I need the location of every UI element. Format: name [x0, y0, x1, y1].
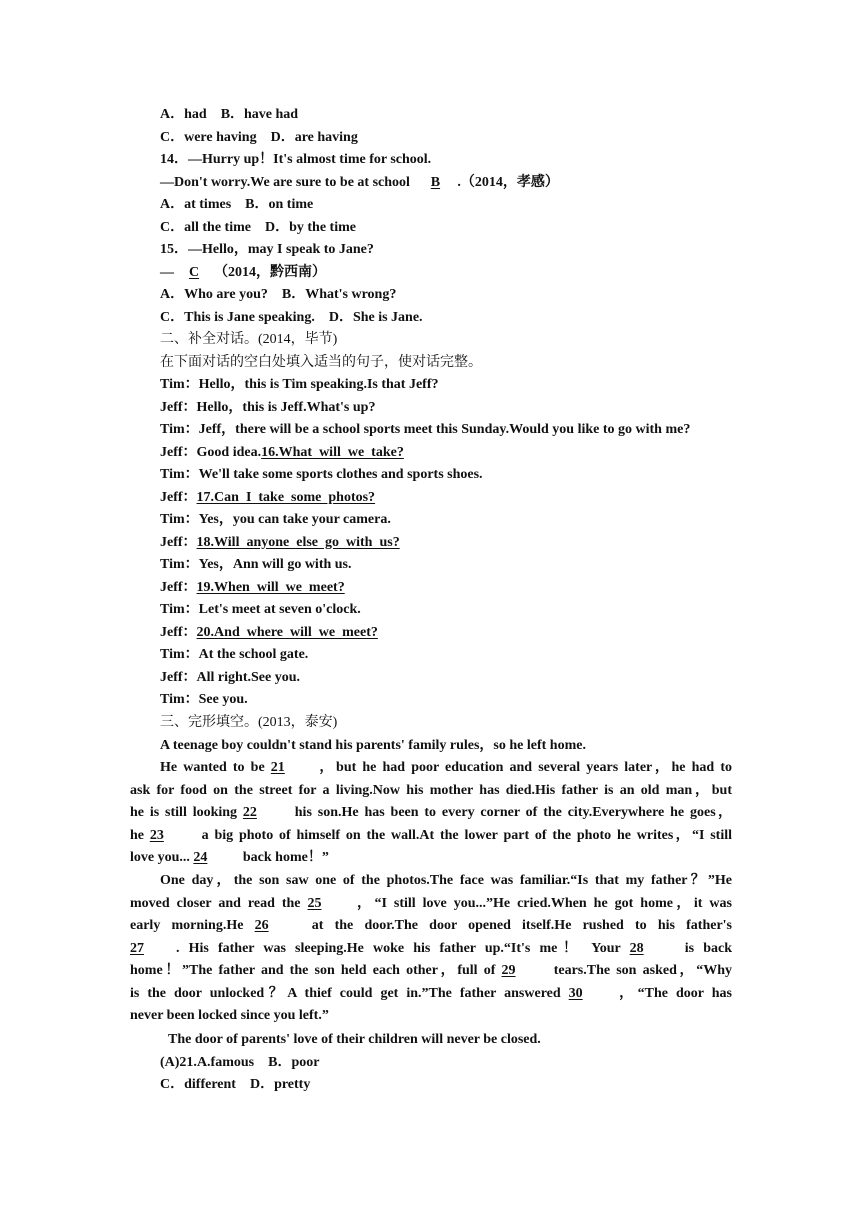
cloze-line: home！”The father and the son held each other，full of 29 tears.The son asked，“Why [130, 960, 732, 983]
q13-option-a: A．had [160, 107, 207, 122]
blank-29: 29 [501, 963, 516, 978]
cloze-line: One day，the son saw one of the photos.The face was familiar.“Is that my father？”He [160, 873, 732, 888]
blank-24: 24 [193, 850, 208, 865]
q14-stem: 14．—Hurry up！It's almost time for school. [160, 152, 432, 167]
dialogue-line [160, 442, 404, 464]
dialogue-answer: 19.When will we meet? [196, 579, 345, 595]
q13-options-row1 [160, 104, 298, 126]
q14-answer: B [430, 175, 441, 190]
cloze-line: he 23 a big photo of himself on the wall.At the lower part of the photo he writes，“I still [130, 825, 732, 848]
dialogue-text: Yes，Ann will go with us. [198, 557, 352, 572]
section2-instruction: 在下面对话的空白处填入适当的句子，使对话完整。 [160, 355, 482, 370]
dialogue-answer: 18.Will anyone else go with us? [196, 534, 400, 550]
cloze-line: early morning.He 26 at the door.The door opened itself.He rushed to his father's [130, 915, 732, 938]
q14-option-d: D．by the time [264, 220, 356, 235]
dialogue-text: At the school gate. [198, 647, 309, 662]
q14-options-row1 [160, 194, 313, 216]
cloze-line: never been locked since you left.” [130, 1008, 329, 1023]
dialogue-line [160, 509, 391, 531]
q15-options-row2 [160, 307, 423, 329]
q13-option-d: D．are having [270, 130, 358, 145]
cloze-intro: A teenage boy couldn't stand his parents' family rules，so he left home. [160, 738, 586, 753]
blank-30: 30 [568, 985, 583, 1001]
cloze-paragraph-2 [130, 870, 732, 1028]
cloze-line: he is still looking 22 his son.He has been to every corner of the city.Everywhere he goes， [130, 802, 732, 825]
section3-heading: 三、完形填空。(2013，泰安) [160, 715, 338, 730]
dialogue-text: Jeff，there will be a school sports meet this Sunday.Would you like to go with me? [198, 422, 691, 437]
q15-option-d: D．She is Jane. [328, 310, 423, 325]
cloze-line: ask for food on the street for a living.Now his mother has died.His father is an old man，but [130, 782, 732, 798]
dialogue-answer: 20.And where will we meet? [196, 624, 378, 640]
dialogue-text: All right.See you. [196, 669, 300, 685]
dialogue-line [160, 599, 361, 621]
speaker-label: Tim： [160, 692, 199, 707]
section2-heading: 二、补全对话。(2014，毕节) [160, 332, 338, 347]
dialogue-text: Good idea. [196, 444, 262, 460]
speaker-label: Tim： [160, 602, 199, 617]
cloze-line: He wanted to be 21 ，but he had poor education and several years later，he had to [130, 757, 732, 780]
dialogue-text: Hello，this is Jeff.What's up? [196, 399, 376, 415]
cloze-line: moved closer and read the 25 ，“I still love you...”He cried.When he got home，it was [130, 893, 732, 916]
dialogue-line [160, 667, 300, 689]
q21-option-d: D．pretty [249, 1077, 311, 1092]
dialogue-line [160, 487, 375, 509]
q14-options-row2 [160, 217, 356, 239]
dialogue-text: Let's meet at seven o'clock. [198, 602, 361, 617]
blank-21: 21 [270, 760, 285, 775]
blank-27: 27 [130, 940, 144, 956]
cloze-line: 27 . His father was sleeping.He woke his father up.“It's me！ Your 28 is back [130, 938, 732, 961]
speaker-label: Jeff： [160, 444, 197, 460]
blank-22: 22 [242, 805, 257, 820]
speaker-label: Tim： [160, 557, 199, 572]
dialogue-line [160, 689, 248, 711]
speaker-label: Jeff： [160, 534, 197, 550]
dialogue-text: See you. [198, 692, 248, 707]
q21-option-b: B．poor [268, 1055, 320, 1070]
q21-options-row1 [160, 1052, 319, 1074]
q14-option-a: A．at times [160, 197, 232, 212]
q15-options-row1 [160, 284, 396, 306]
blank-28: 28 [629, 940, 644, 956]
q21-option-a: A.famous [196, 1055, 255, 1070]
blank-26: 26 [254, 918, 269, 933]
speaker-label: Jeff： [160, 399, 197, 415]
dialogue-line [160, 397, 375, 419]
q15-option-c: C．This is Jane speaking. [160, 310, 315, 325]
speaker-label: Jeff： [160, 669, 197, 685]
blank-25: 25 [307, 895, 322, 911]
q21-options-row2 [160, 1074, 310, 1096]
q15-answer-line: — C （2014，黔西南） [160, 262, 326, 284]
q21-option-c: C．different [160, 1077, 236, 1092]
speaker-label: Jeff： [160, 489, 197, 505]
dialogue-line [160, 554, 352, 576]
dialogue-text: We'll take some sports clothes and sports shoes. [198, 467, 483, 482]
speaker-label: Jeff： [160, 624, 197, 640]
dialogue-line [160, 622, 378, 644]
q15-option-b: B．What's wrong? [281, 287, 397, 302]
dialogue-line [160, 644, 308, 666]
speaker-label: Jeff： [160, 579, 197, 595]
cloze-closing: The door of parents' love of their children will never be closed. [168, 1032, 541, 1047]
dialogue-answer: 16.What will we take? [261, 444, 404, 460]
dialogue-line [160, 532, 400, 554]
q13-option-c: C．were having [160, 130, 257, 145]
q14-answer-line: —Don't worry.We are sure to be at school B .（2014，孝感） [160, 172, 559, 194]
cloze-line: is the door unlocked？A thief could get in.”The father answered 30 ，“The door has [130, 983, 732, 1006]
dialogue-text: Hello，this is Tim speaking.Is that Jeff? [198, 377, 439, 392]
dialogue-line [160, 419, 690, 441]
speaker-label: Tim： [160, 467, 199, 482]
dialogue-line [160, 464, 483, 486]
q21-prefix: (A)21. [160, 1055, 197, 1070]
speaker-label: Tim： [160, 377, 199, 392]
blank-23: 23 [149, 827, 164, 843]
dialogue-line [160, 577, 345, 599]
q13-options-row2 [160, 127, 358, 149]
cloze-paragraph-1 [130, 757, 732, 870]
speaker-label: Tim： [160, 422, 199, 437]
cloze-line: love you... 24 back home！” [130, 847, 732, 870]
dialogue-answer: 17.Can I take some photos? [196, 489, 376, 505]
q13-option-b: B．have had [220, 107, 299, 122]
q14-option-b: B．on time [245, 197, 314, 212]
q15-answer: C [188, 265, 200, 280]
speaker-label: Tim： [160, 647, 199, 662]
dialogue-text: Yes，you can take your camera. [198, 512, 391, 527]
q15-stem: 15．—Hello，may I speak to Jane? [160, 242, 374, 257]
speaker-label: Tim： [160, 512, 199, 527]
q14-option-c: C．all the time [160, 220, 251, 235]
dialogue-line [160, 374, 439, 396]
q15-option-a: A．Who are you? [160, 287, 268, 302]
